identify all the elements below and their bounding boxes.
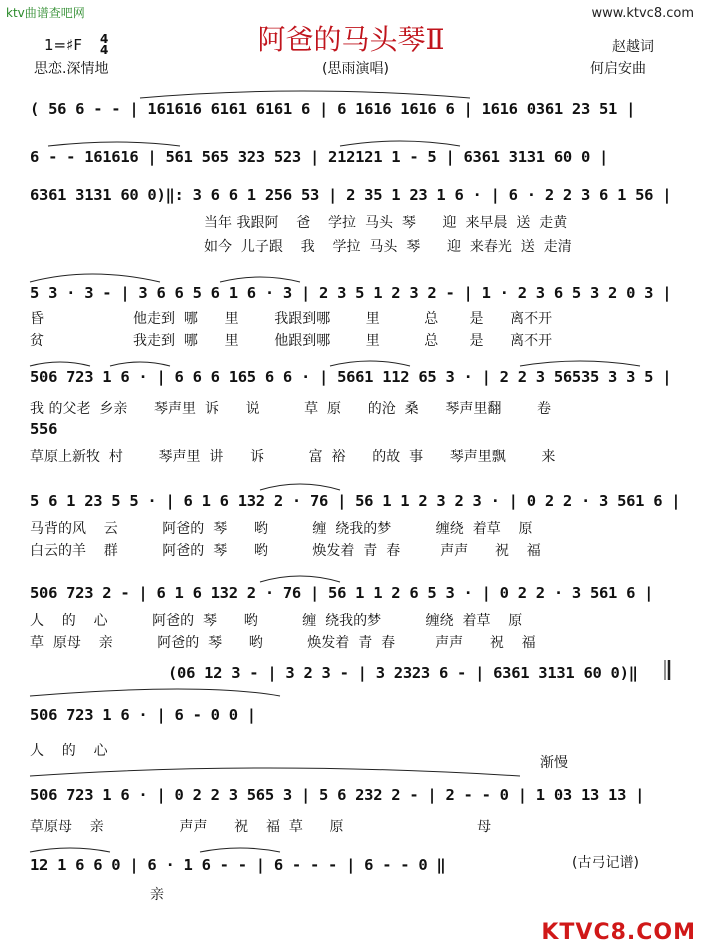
composer: 何启安曲 bbox=[590, 61, 646, 77]
notation-row-4: 5 3 · 3 - | 3 6 6 5 6 1 6 · 3 | 2 3 5 1 2 3 2 - | 1 · 2 3 6 5 3 2 0 3 | bbox=[30, 284, 672, 302]
notation-row-12: 12 1 6 6 0 | 6 · 1 6 - - | 6 - - - | 6 - - 0 ‖ bbox=[30, 856, 446, 874]
source-note: (古弓记谱) bbox=[572, 855, 639, 871]
meter-bottom: 4 bbox=[100, 43, 109, 57]
meter-top: 4 bbox=[100, 32, 109, 46]
notation-row-10: 506 723 1 6 · | 6 - 0 0 | bbox=[30, 706, 256, 724]
lyric-line: 草 原母 亲 阿爸的 琴 哟 焕发着 青 春 声声 祝 福 bbox=[30, 635, 536, 651]
lyric-line: 白云的羊 群 阿爸的 琴 哟 焕发着 青 春 声声 祝 福 bbox=[30, 543, 541, 559]
key-signature: 1=♯F bbox=[44, 36, 82, 54]
lyric-line: 人 的 心 阿爸的 琴 哟 缠 绕我的梦 缠绕 着草 原 bbox=[30, 613, 523, 629]
notation-row-8: 506 723 2 - | 6 1 6 132 2 · 76 | 56 1 1 2 6 5 3 · | 0 2 2 · 3 561 6 | bbox=[30, 584, 654, 602]
lyric-line: 马背的风 云 阿爸的 琴 哟 缠 绕我的梦 缠绕 着草 原 bbox=[30, 521, 533, 537]
notation-row-3: 6361 3131 60 0)‖: 3 6 6 1 256 53 | 2 35 1 23 1 6 · | 6 · 2 2 3 6 1 56 | bbox=[30, 186, 672, 204]
watermark-site: www.ktvc8.com bbox=[591, 6, 694, 21]
watermark-bottom: KTVC8.COM bbox=[541, 920, 696, 945]
song-title: 阿爸的马头琴Ⅱ bbox=[257, 23, 445, 56]
lyric-line: 亲 bbox=[150, 887, 164, 903]
lyric-line: 草原上新牧 村 琴声里 讲 诉 富 裕 的故 事 琴声里飘 来 bbox=[30, 449, 556, 465]
lyric-line: 草原母 亲 声声 祝 福 草 原 母 bbox=[30, 819, 492, 835]
notation-row-9: (06 12 3 - | 3 2 3 - | 3 2323 6 - | 6361 3131 60 0)‖ bbox=[168, 664, 638, 682]
notation-row-1: ( 56 6 - - | 161616 6161 6161 6 | 6 1616 1616 6 | 1616 0361 23 51 | bbox=[30, 100, 636, 118]
notation-row-5: 506 723 1 6 · | 6 6 6 165 6 6 · | 5661 112 65 3 · | 2 2 3 56535 3 3 5 | bbox=[30, 368, 672, 386]
notation-row-2: 6 - - 161616 | 561 565 323 523 | 212121 1 - 5 | 6361 3131 60 0 | bbox=[30, 148, 609, 166]
lyric-line: 贫 我走到 哪 里 他跟到哪 里 总 是 离不开 bbox=[30, 333, 553, 349]
lyric-line: 如今 儿子跟 我 学拉 马头 琴 迎 来春光 送 走清 bbox=[204, 239, 572, 255]
watermark-top: ktv曲谱查吧网 bbox=[6, 6, 85, 20]
expression-mark: 思恋.深情地 bbox=[34, 61, 109, 77]
singer: (思雨演唱) bbox=[322, 61, 389, 77]
lyric-line: 昏 他走到 哪 里 我跟到哪 里 总 是 离不开 bbox=[30, 311, 553, 327]
lyric-line: 当年 我跟阿 爸 学拉 马头 琴 迎 来早晨 送 走黄 bbox=[204, 215, 568, 231]
notation-row-6: 556 bbox=[30, 420, 58, 438]
notation-row-11: 506 723 1 6 · | 0 2 2 3 565 3 | 5 6 232 2 - | 2 - - 0 | 1 03 13 13 | bbox=[30, 786, 645, 804]
tempo-mark: 渐慢 bbox=[540, 755, 568, 771]
lyric-line: 人 的 心 bbox=[30, 743, 108, 759]
lyricist: 赵越词 bbox=[612, 39, 654, 55]
notation-row-7: 5 6 1 23 5 5 · | 6 1 6 132 2 · 76 | 56 1 1 2 3 2 3 · | 0 2 2 · 3 561 6 | bbox=[30, 492, 681, 510]
lyric-line: 我 的父老 乡亲 琴声里 诉 说 草 原 的沧 桑 琴声里翻 卷 bbox=[30, 401, 551, 417]
